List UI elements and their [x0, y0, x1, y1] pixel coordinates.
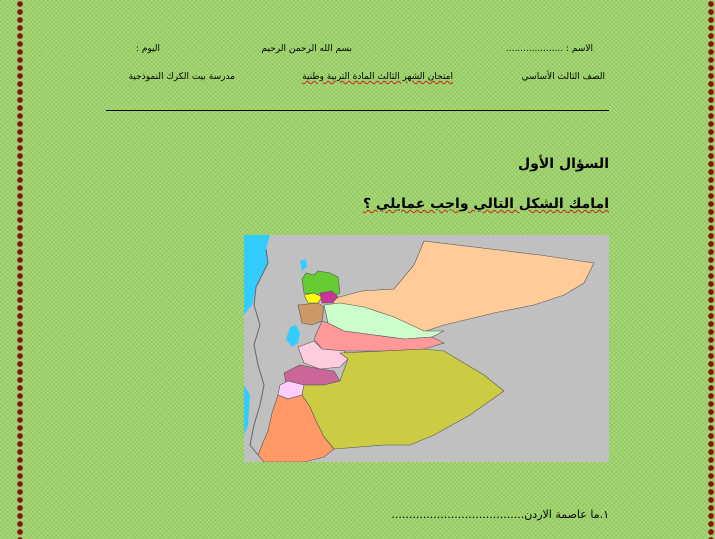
jordan-map [244, 235, 609, 462]
basmala-text: بسم الله الرحمن الرحيم [261, 44, 352, 54]
question-title: السؤال الأول [518, 156, 609, 172]
decorative-border-right [707, 0, 715, 539]
day-label: اليوم : [135, 44, 160, 54]
decorative-border-left [16, 0, 24, 539]
question-instruction: امامك الشكل التالي واجب عمايلي ؟ [362, 196, 609, 212]
exam-title: امتحان الشهر الثالث المادة التربية وطنية [302, 72, 453, 82]
header-divider [106, 110, 609, 111]
question-item-1: ١.ما عاصمة الاردن...................................... [391, 508, 609, 521]
region-balqa [298, 303, 324, 325]
name-field-label: الاسم : .................... [505, 44, 593, 54]
school-name: مدرسة بيت الكرك النموذجية [128, 72, 235, 82]
jordan-map-figure [244, 235, 609, 462]
grade-label: الصف الثالث الأساسي [521, 72, 605, 82]
